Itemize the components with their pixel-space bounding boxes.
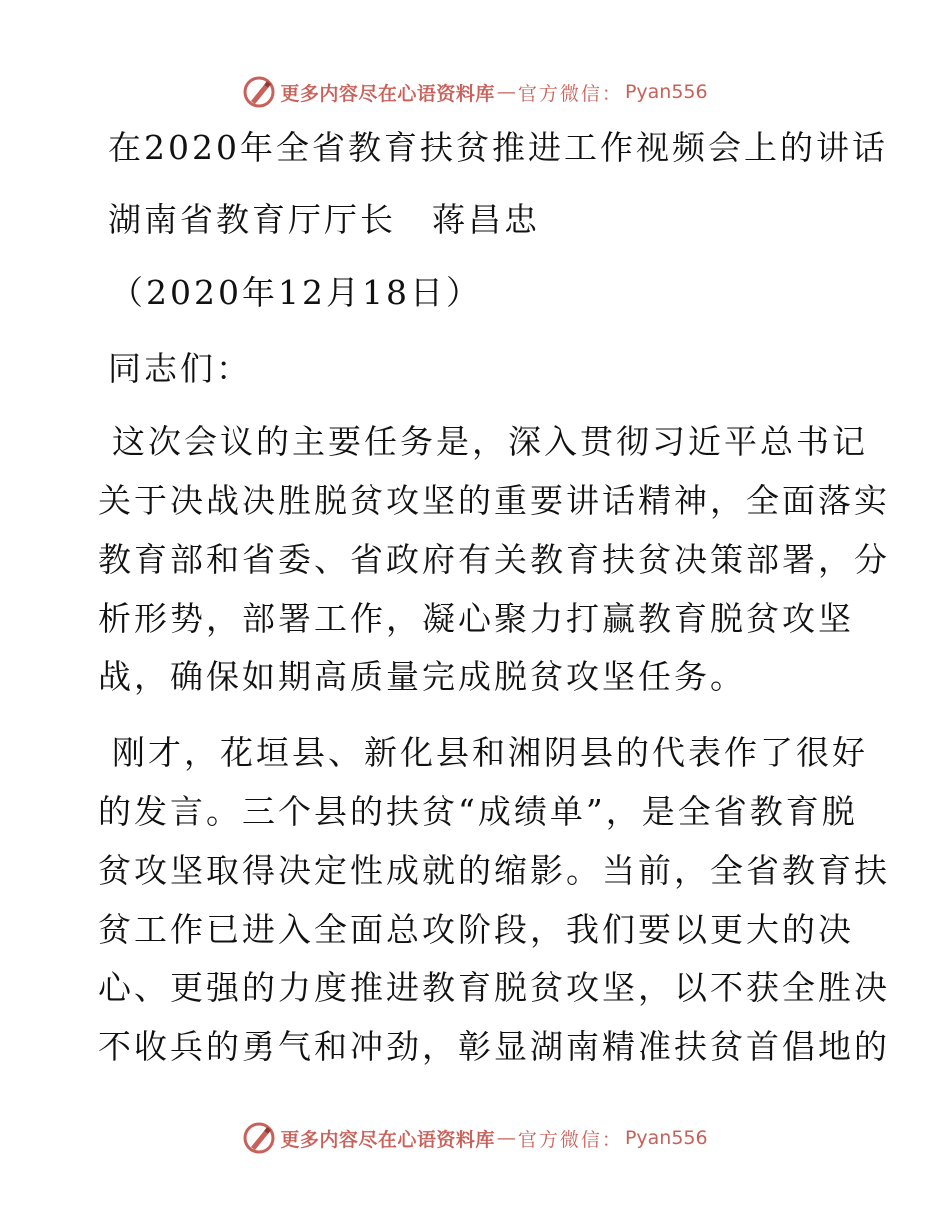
watermark-wechat-id: Pyan556 — [624, 1127, 708, 1149]
paragraph-line: 的发言。三个县的扶贫“成绩单”，是全省教育脱 — [98, 792, 858, 831]
watermark-separator: — — [496, 81, 516, 103]
paragraph-line: 贫攻坚取得决定性成就的缩影。当前，全省教育扶 — [98, 851, 890, 890]
watermark-banner-bottom — [0, 1118, 950, 1158]
watermark-main-text: 更多内容尽在心语资料库 — [280, 1128, 495, 1151]
watermark-separator: — — [496, 1127, 516, 1149]
document-salutation: 同志们： — [108, 349, 252, 388]
paragraph-line: 心、更强的力度推进教育脱贫攻坚，以不获全胜决 — [98, 968, 890, 1007]
paragraph-line: 战，确保如期高质量完成脱贫攻坚任务。 — [98, 657, 746, 696]
document-author: 湖南省教育厅厅长 蒋昌忠 — [108, 200, 540, 239]
pen-logo-icon — [242, 75, 276, 109]
pen-logo-icon — [242, 1121, 276, 1155]
watermark-wechat-id: Pyan556 — [624, 81, 708, 103]
paragraph-line: 刚才，花垣县、新化县和湘阴县的代表作了很好 — [112, 733, 868, 772]
paragraph-line: 关于决战决胜脱贫攻坚的重要讲话精神，全面落实 — [98, 481, 890, 520]
paragraph-line: 贫工作已进入全面总攻阶段，我们要以更大的决 — [98, 910, 854, 949]
paragraph-line: 不收兵的勇气和冲劲，彰显湖南精准扶贫首倡地的 — [98, 1027, 890, 1066]
watermark-label: 官方微信： — [517, 1128, 623, 1151]
paragraph-line: 析形势，部署工作，凝心聚力打赢教育脱贫攻坚 — [98, 599, 854, 638]
paragraph-line: 这次会议的主要任务是，深入贯彻习近平总书记 — [112, 422, 868, 461]
document-title: 在2020年全省教育扶贫推进工作视频会上的讲话 — [108, 128, 888, 167]
watermark-label: 官方微信： — [517, 82, 623, 105]
watermark-banner-top — [0, 72, 950, 112]
watermark-main-text: 更多内容尽在心语资料库 — [280, 82, 495, 105]
document-date: （2020年12月18日） — [110, 273, 482, 312]
paragraph-line: 教育部和省委、省政府有关教育扶贫决策部署，分 — [98, 540, 890, 579]
